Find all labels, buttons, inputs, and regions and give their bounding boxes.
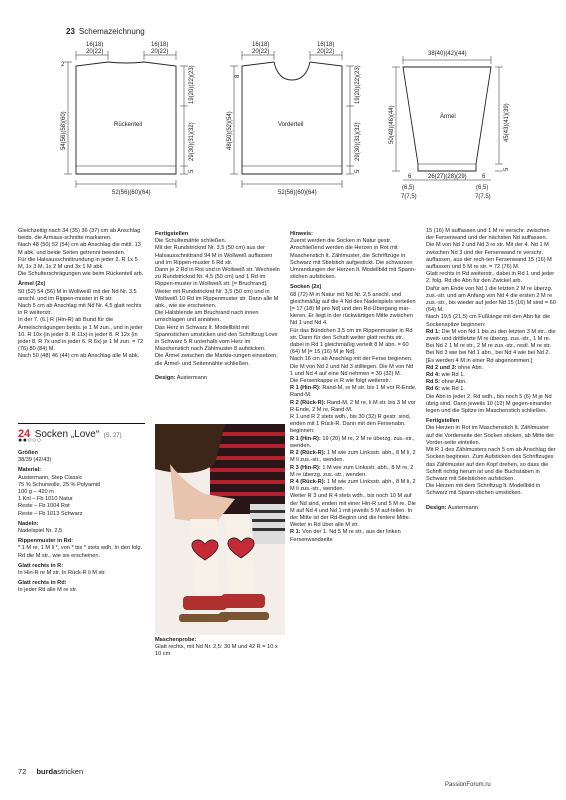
section-heading: Hinweis: <box>290 231 314 237</box>
section-heading: Ärmel (2x) <box>18 281 46 288</box>
paragraph: Die Herzen in Rot im Maschenstich lt. Zählmuster auf die Vorderseite der Socken sticken, ab Mitte der Vorder-seite einteilen. <box>426 425 555 446</box>
aermel-bottom-rib: 5 <box>504 167 510 171</box>
ruecken-side-armhole: 19(20)(22)(23) <box>189 65 195 104</box>
vorder-top-left: 16(18) <box>252 42 270 48</box>
maschenprobe-text: Glatt rechts, mit Nd Nr. 2,5: 30 M und 42 R = 10 x 10 cm <box>155 644 278 658</box>
section-heading: Fertigstellen <box>426 418 460 425</box>
paragraph: Weiter R 3 und R 4 stets wdh., bis noch 10 M auf der Nd sind, enden mit einer Hin-R und 5 M re. Die M auf Nd 4 und Nd 1 mit jeweils 5 M auf-teilen. In der Mitte ist der Rd-Beginn und die hintere Mitte. <box>290 493 416 521</box>
paragraph: Das Herz in Schwarz lt. Modellbild mit Spannstichen umsticken und den Schriftzug Love in Schwarz 5 R unterhalb vom Herz im Maschenstich nach Zählmuster 8 aufsticken. <box>155 324 278 353</box>
vorder-side-lower: 29(30)(31)(32) <box>355 122 361 161</box>
brand-logo <box>36 767 83 776</box>
vorder-bottom-rib: 5 <box>355 169 361 173</box>
instruction-line <box>426 372 556 379</box>
aermel-slope-right: 6 <box>482 174 486 180</box>
instruction-line <box>290 400 417 414</box>
instruction-line <box>290 479 417 493</box>
vorder-label: Vorderteil <box>278 122 304 128</box>
paragraph: Reste – Fb 1013 Schwarz <box>18 510 83 517</box>
instruction-line <box>290 529 417 543</box>
paragraph: Dann je 2 Rd in Rot und in Wollweiß str. Wechseln zu Rundstricknd Nr. 4,5 (50 cm) und 1 Rd im Rippen-muster in Wollweiß str. [= Bruchrand]. Weiter mit Rundstricknd Nr. 3,5 (50 cm) und in Wollweiß 10 Rd im Rippenmuster str. Dann alle M abk., wie sie erscheinen. <box>155 267 280 310</box>
instruction-text: Rand-M, 2 M re, li M str. bis 3 M vor R-Ende, 2 M re, Rand-M. <box>290 399 416 413</box>
instruction-text: Rand-M, re M str. bis 1 M vor R-Ende, Rand-M. <box>290 385 417 399</box>
instruction-label: Design: <box>155 375 176 382</box>
paragraph: Reste – Fb 1004 Rot <box>18 503 70 510</box>
aermel-slope-left: 6 <box>408 174 412 180</box>
brand-bold: burda <box>36 767 58 776</box>
aermel-cuff-width: 26(27)(28)(29) <box>428 174 467 180</box>
section-heading: Rippenmuster in Rd: <box>18 538 74 545</box>
instruction-label: R 4 (Rück-R): <box>290 478 326 485</box>
spacer <box>426 498 556 505</box>
paragraph: Nach 19,5 (21,5) cm Fußlänge mit den Abn für die Sockenspitze beginnen: <box>426 314 551 328</box>
vorder-top-left-2: 20(22) <box>252 49 270 55</box>
aermel-slope-right-2: (6,5) <box>476 185 489 191</box>
paragraph: 68 (72) M in Natur mit Nd Nr. 2,5 anschl. und gleichmäßig auf die 4 Nd des Nadelspiels verteilen [= 17 (18) M pro Nd] und den Rd-Übergang mar-kieren. Er liegt in der rückwärtigen Mitte zwischen Nd 1 und Nd 4. <box>290 291 416 327</box>
column-3 <box>290 228 417 544</box>
maschenprobe-head: Maschenprobe: <box>155 637 197 643</box>
section-heading: Nadeln: <box>18 520 39 527</box>
paragraph: * 1 M re, 1 M li *, von * bis * stets wdh. In den folg. Rd die M str., wie sie erscheinen. <box>18 545 143 559</box>
instruction-text: ohne Abn. <box>458 364 484 371</box>
ruecken-top-left-2: 20(22) <box>86 49 104 55</box>
ruecken-label: Rückenteil <box>114 122 143 128</box>
section-heading: Socken (2x) <box>290 284 322 291</box>
ruecken-side-total: 54(56)(58)(60) <box>61 111 67 150</box>
instruction-label: R 1: <box>290 529 301 536</box>
schema-heading <box>66 27 145 36</box>
paragraph: Die Abn in jeder 2. Rd wdh., bis noch 5 (6) M je Nd übrig sind. Dann jeweils 10 (12) M gegen-einander legen und die Spitze im Maschenstich schließen. <box>426 393 552 415</box>
instruction-line <box>426 505 556 512</box>
instruction-text: Die M von Nd 1 bis zu den letzten 3 M str., die zweit- und drittletzte M re überzg. zus.-str., 1 M re. Bei Nd 2 1 M re str., 2 M re zus.-str., restl. M re str. Bei Nd 3 wie bei Nd 1 abn., bei Nd 4 wie bei Nd 2. [Es werden 4 M in einer Rd abgenommen.] <box>426 328 556 364</box>
instruction-line <box>426 386 556 393</box>
vorder-side-total: 48(50)(52)(54) <box>227 111 233 150</box>
paragraph: 15 (16) M auffassen und 1 M re verschr. zwischen der Fersenwand und der nächsten Nd auffassen. Die M von Nd 2 und Nd 3 re str. Mit der 4. Nd 1 M zwischen Nd 3 und der Fersenwand re verschr. auffassen, aus der rech-ten Fersenwand 15 (16) M auffassen und 5 M re str. = 72 (76) M. <box>426 228 552 271</box>
instruction-line <box>426 329 556 365</box>
section-heading: Fertigstellen <box>155 231 189 237</box>
vorder-width: 52(56)(60)(64) <box>278 190 317 196</box>
paragraph: Die Halsblende am Bruchrand nach innen umschlagen und annähen. <box>155 310 259 324</box>
section-title: Socken „Love“ <box>34 429 100 440</box>
vorder-neck-drop: 8 <box>235 74 241 78</box>
instruction-label: R 1 (Hin-R): <box>290 385 321 392</box>
sock-photo-illustration <box>155 424 285 635</box>
spacer <box>155 368 282 375</box>
instruction-text: Austermann <box>447 504 478 511</box>
instruction-line <box>426 365 556 372</box>
instruction-text: wie Rd 1. <box>441 372 465 379</box>
ruecken-top-left: 16(18) <box>86 42 104 48</box>
paragraph: In der 7. (6.) R (Hin-R) ab Bund für die Ärmelschrägungen beids. je 1 M zun., und in jeder 10. R 10x (in jeder 8. R 11x) in jeder 8. R 12x (in jeder 8. R 7x und in jeder 6. R 6x) je 1 M zun. = 72 (76) 80 (84) M. <box>18 317 144 353</box>
ruecken-bottom-rib: 5 <box>189 169 195 173</box>
instruction-label: Rd 4: <box>426 372 440 379</box>
instruction-text: Austermann <box>176 375 207 382</box>
paragraph: Mit der Rundstricknd Nr. 3,5 (50 cm) aus der Halsausschnittrand 94 M in Wollweiß auffassen und im Rippen-muster 6 Rd str. <box>155 245 273 266</box>
instruction-label: R 2 (Rück-R): <box>290 450 326 457</box>
aermel-top-width: 38(40)(42)(44) <box>428 51 467 57</box>
instruction-line <box>290 436 417 450</box>
paragraph: Dafür am Ende von Nd 1 die letzten 2 M re überzg. zus.-str. und am Anfang von Nd 4 die ersten 2 M re zus.-str., bis wieder auf jeder Nd 15 (16) M sind = 60 (64) M. <box>426 285 556 314</box>
instruction-line <box>290 465 417 479</box>
instruction-label: Rd 2 und 3: <box>426 364 457 371</box>
paragraph: R 1 und R 2 stets wdh., bis 30 (32) R gestr. sind, enden mit 1 Rück-R. Dann mit den Fersenabn. beginnen: <box>290 414 411 435</box>
instruction-line <box>426 379 556 386</box>
column-2 <box>155 228 282 382</box>
paragraph: Die Schultemähte schließen. <box>155 238 227 245</box>
instruction-line <box>155 375 282 382</box>
paragraph: Weiter in Rd über alle M str. <box>290 522 359 529</box>
paragraph: In jeder Rd alle M re str. <box>18 587 78 594</box>
aermel-label: Ärmel <box>440 114 456 120</box>
paragraph: Die Ärmel zwischen die Markie-rungen einsetzen, die Ärmel- und Seitennähte schließen. <box>155 353 278 367</box>
instruction-text: ohne Abn. <box>441 379 467 386</box>
paragraph: 75 % Schurwolle, 25 % Polyamid <box>18 481 101 488</box>
maschenprobe <box>155 637 282 659</box>
brand-rest: stricken <box>57 767 84 776</box>
instruction-text: Von der 1. Nd 5 M re str., aus der linken Fersenwandseite <box>290 529 401 543</box>
paragraph: Nadelspiel Nr. 2,5 <box>18 528 63 535</box>
instruction-label: R 2 (Rück-R): <box>290 399 326 406</box>
paragraph: Zuerst werden die Socken in Natur gestr. Anschließend werden die Herzen in Rot mit Maschenstich lt. Zählmuster, die Schriftzüge in Schwarz mit Stielstich aufgestickt. Die schwarzen Umrandungen der Herzen lt. Modellbild mit Spann-stichen aufsticken. <box>290 238 416 281</box>
ruecken-top-gap: 2 <box>61 62 65 68</box>
section-heading: Glatt rechts in R: <box>18 562 64 569</box>
schema-number: 23 <box>66 27 75 36</box>
paragraph: Für das Bündchen 3,5 cm im Rippenmuster in Rd str. Dann für den Schaft weiter glatt rechts str., dabei in Rd 1 gleichmäßig verteilt 8 M abn. = 60 (64) M [= 15 (16) M je Nd]. <box>290 327 413 356</box>
column-1-bottom <box>18 447 145 595</box>
aermel-side-right: 45(43)(41)(39) <box>504 103 510 142</box>
watermark: PassionForum.ru <box>445 782 491 788</box>
paragraph: Gleichzeitig nach 34 (35) 36 (37) cm ab Anschlag beids. die Armaus-schnitte markieren. <box>18 228 141 242</box>
paragraph: Nach 16 cm ab Anschlag mit der Ferse beginnen. Die M von Nd 2 und Nd 3 stilllegen. Die M von Nd 1 und Nd 4 auf eine Nd nehmen = 30 (32) M. <box>290 356 414 377</box>
page-footer <box>18 767 83 776</box>
ruecken-width: 52(56)(60)(64) <box>112 190 151 196</box>
instruction-label: Rd 6: <box>426 386 440 393</box>
paragraph: 38/39 (42/43) <box>18 457 52 464</box>
instruction-line <box>290 450 417 464</box>
paragraph: Nach 50 (48) 46 (44) cm ab Anschlag alle M abk. <box>18 353 140 360</box>
vorder-top-right-2: 20(22) <box>317 49 335 55</box>
paragraph: Nach 5 cm ab Anschlag mit Nd Nr. 4,5 glatt rechts in R weiterstr. <box>18 303 142 317</box>
aermel-slope-left-2: (6,5) <box>402 185 415 191</box>
paragraph: Die Schulterschrägungen wie beim Rückenteil arb. <box>18 271 144 278</box>
schema-title: Schemazeichnung <box>78 27 145 36</box>
instruction-label: Rd 1: <box>426 328 440 335</box>
instruction-text: wie Rd 1. <box>441 386 465 393</box>
vorder-top-right: 16(18) <box>317 42 335 48</box>
paragraph: Die Fersenkappe in R wie folgt weiterstr.: <box>290 378 392 385</box>
instruction-line <box>290 385 417 399</box>
paragraph: Für die Halsausschnittrundung in jeder 2. R 1x 5 M, 1x 3 M, 1x 2 M und 3x 1 M abk. <box>18 256 138 271</box>
instruction-label: R 1 (Hin-R): <box>290 435 321 442</box>
section-heading: Glatt rechts in Rd: <box>18 580 67 587</box>
ruecken-top-right: 16(18) <box>151 42 169 48</box>
aermel-slope-right-3: 7(7,5) <box>475 194 491 200</box>
instruction-text: 1 M wie zum Linksstr. abh., 8 M li, 2 M li zus.-str., wenden. <box>290 478 416 493</box>
aermel-slope-left-3: 7(7,5) <box>401 194 417 200</box>
page-number: 72 <box>18 767 27 776</box>
vorder-schematic <box>230 51 354 188</box>
instruction-text: 1 M wie zum Linksstr. abh., 8 M re, 2 M re überzg. zus.-str., wenden. <box>290 464 414 478</box>
section-divider <box>18 423 145 424</box>
paragraph: Austermann, Step Classic <box>18 474 83 481</box>
instruction-label: Design: <box>426 504 447 511</box>
paragraph: Nach 48 (50) 52 (54) cm ab Anschlag die mittl. 13 M abk. und beide Seiten getrennt beenden. <box>18 242 141 256</box>
ruecken-top-right-2: 20(22) <box>151 49 169 55</box>
paragraph: Glatt rechts in Rd weiterstr., dabei in Rd 1 und jeder 2. folg. Rd die Abn für den Zwickel arb. <box>426 271 555 285</box>
paragraph: Die Herzen mit dem Schriftzug lt. Modellbild in Schwarz mit Spann-stichen umsticken. <box>426 483 541 497</box>
paragraph: Mit R 1 des Zählmusters nach 5 cm ab Anschlag der Socken beginnen. Zum Aufsticken des Schriftzuges das Zählmuster auf den Kopf drehen, so dass die Schrift richtig herum ist und die Buchstaben in Schwarz mit Stielstichen aufsticken. <box>426 447 556 482</box>
paragraph: 1 Knl – Fb 1010 Natur <box>18 496 73 503</box>
paragraph: In Hin-R re M str. In Rück-R li M str. <box>18 570 106 577</box>
instruction-label: R 3 (Hin-R): <box>290 464 321 471</box>
section-number: 24 <box>18 428 31 440</box>
paragraph: 50 (52) 54 (56) M in Wollweiß mit der Nd Nr. 3,5 anschl. und im Rippen-muster in R str. <box>18 288 137 302</box>
sock-photo <box>155 424 285 635</box>
section-page-ref: (S. 27) <box>103 433 122 439</box>
paragraph: 100 g – 420 m <box>18 489 54 496</box>
difficulty-dots: ●●○○○ <box>18 437 42 444</box>
column-1-top <box>18 228 145 361</box>
column-4 <box>426 228 556 512</box>
aermel-side-left: 50(48)(46)(44) <box>389 105 395 144</box>
instruction-label: Rd 5: <box>426 379 440 386</box>
instruction-text: 1 M wie zum Linksstr. abh., 8 M li, 2 M li zus.-str., wenden. <box>290 450 416 464</box>
section-heading: Material: <box>18 467 42 474</box>
ruecken-schematic <box>64 51 188 188</box>
schematic-drawings <box>56 38 556 208</box>
ruecken-side-lower: 29(30)(31)(32) <box>189 122 195 161</box>
instruction-text: 19 (20) M re, 2 M re überzg. zus.-str., wenden. <box>290 435 415 449</box>
section-heading: Größen <box>18 450 38 456</box>
vorder-side-armhole: 19(20)(22)(23) <box>355 65 361 104</box>
